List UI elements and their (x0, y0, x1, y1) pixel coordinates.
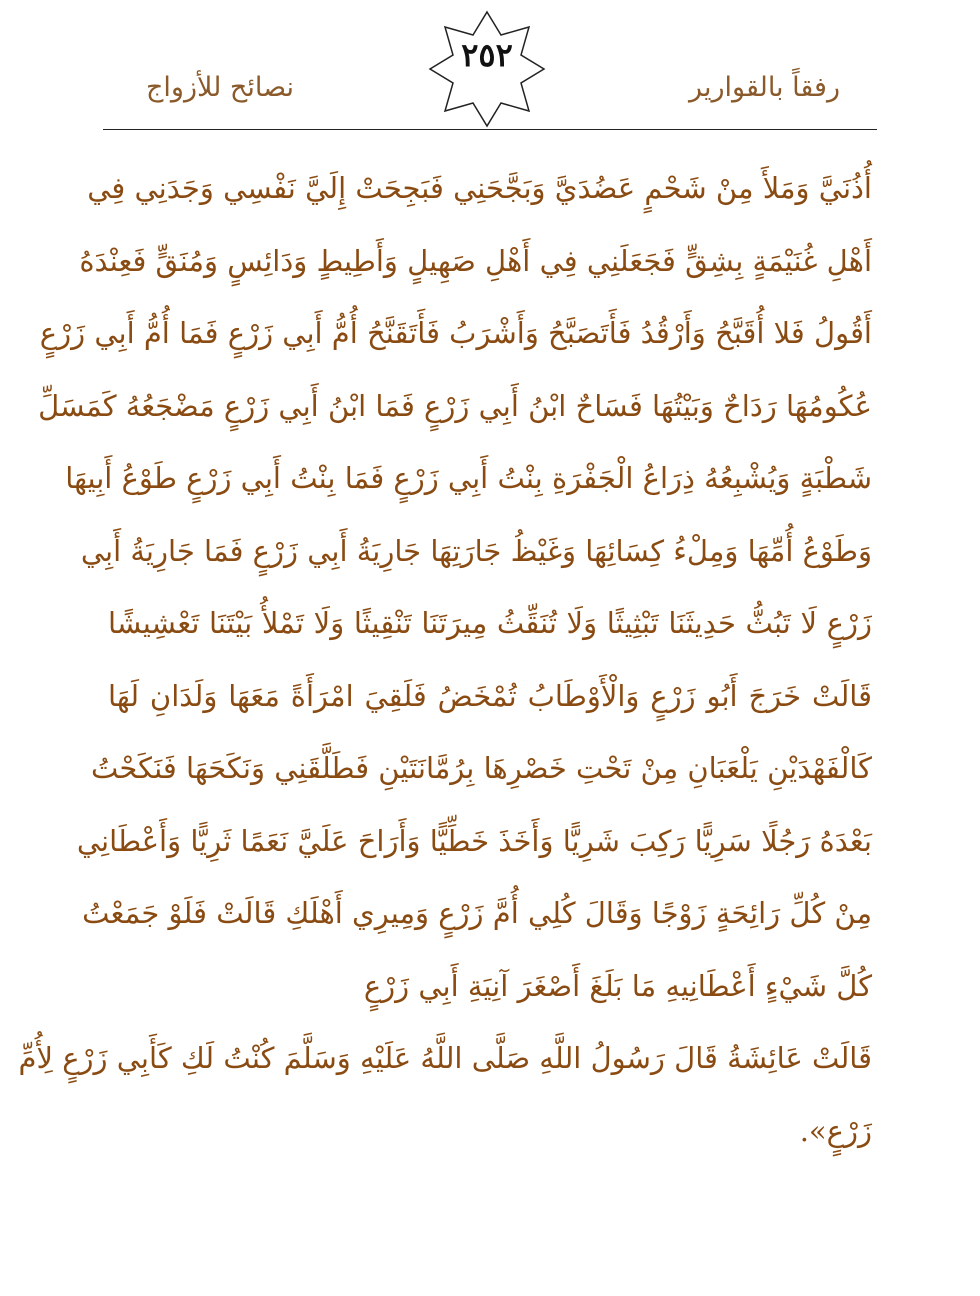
text-line-6: وَطَوْعُ أُمِّهَا وَمِلْءُ كِسَائِهَا وَغَيْظُ جَارَتِهَا جَارِيَةُ أَبِي زَرْعٍ فَمَا جَارِيَةُ أَبِي (80, 533, 872, 568)
text-line-2: أَهْلِ غُنَيْمَةٍ بِشِقٍّ فَجَعَلَنِي فِي أَهْلِ صَهِيلٍ وَأَطِيطٍ وَدَائِسٍ وَمُنَقٍّ فَعِنْدَهُ (79, 243, 872, 278)
text-line-10: بَعْدَهُ رَجُلًا سَرِيًّا رَكِبَ شَرِيًّا وَأَخَذَ خَطِّيًّا وَأَرَاحَ عَلَيَّ نَعَمًا ثَرِيًّا وَأَعْطَانِي (76, 823, 872, 858)
text-line-5: شَطْبَةٍ وَيُشْبِعُهُ ذِرَاعُ الْجَفْرَةِ بِنْتُ أَبِي زَرْعٍ فَمَا بِنْتُ أَبِي زَرْعٍ طَوْعُ أَبِيهَا (65, 461, 872, 495)
text-line-3: أَقُولُ فَلا أُقَبَّحُ وَأَرْقُدُ فَأَتَصَبَّحُ وَأَشْرَبُ فَأَتَقَنَّحُ أُمُّ أَبِي زَرْعٍ فَمَا أُمُّ أَبِي زَرْعٍ (39, 316, 872, 350)
page-body (18, 152, 872, 1167)
text-line-12: كُلَّ شَيْءٍ أَعْطَانِيهِ مَا بَلَغَ أَصْغَرَ آنِيَةِ أَبِي زَرْعٍ (363, 968, 872, 1003)
page-header (0, 0, 980, 140)
text-line-8: قَالَتْ خَرَجَ أَبُو زَرْعٍ وَالْأَوْطَابُ تُمْخَضُ فَلَقِيَ امْرَأَةً مَعَهَا وَلَدَانِ لَهَا (108, 678, 872, 713)
header-divider (103, 129, 877, 130)
book-title: رفقاً بالقوارير (689, 72, 840, 103)
text-line-1: أُذُنَيَّ وَمَلأَ مِنْ شَحْمٍ عَضُدَيَّ وَبَجَّحَنِي فَبَجِحَتْ إِلَيَّ نَفْسِي وَجَدَنِي فِي (87, 171, 872, 205)
text-line-11: مِنْ كُلِّ رَائِحَةٍ زَوْجًا وَقَالَ كُلِي أُمَّ زَرْعٍ وَمِيرِي أَهْلَكِ قَالَتْ فَلَوْ جَمَعْتُ (82, 896, 872, 930)
text-line-9: كَالْفَهْدَيْنِ يَلْعَبَانِ مِنْ تَحْتِ خَصْرِهَا بِرُمَّانَتَيْنِ فَطَلَّقَنِي وَنَكَحَهَا فَنَكَحْتُ (90, 751, 872, 785)
text-line-13: قَالَتْ عَائِشَةُ قَالَ رَسُولُ اللَّهِ صَلَّى اللَّهُ عَلَيْهِ وَسَلَّمَ كُنْتُ لَكِ كَأَبِي زَرْعٍ لِأُمِّ (18, 1041, 872, 1075)
text-line-14: زَرْعٍ». (799, 1113, 872, 1148)
chapter-title: نصائح للأزواج (146, 72, 295, 103)
text-line-7: زَرْعٍ لَا تَبُثُّ حَدِيثَنَا تَبْثِيثًا وَلَا تُنَقِّثُ مِيرَتَنَا تَنْقِيثًا وَلَا تَمْلأُ بَيْتَنَا تَعْشِيشًا (108, 606, 872, 640)
page-number: ٢٥٢ (461, 36, 513, 74)
text-line-4: عُكُومُهَا رَدَاحٌ وَبَيْتُهَا فَسَاحٌ ابْنُ أَبِي زَرْعٍ فَمَا ابْنُ أَبِي زَرْعٍ مَضْجَعُهُ كَمَسَلِّ (38, 388, 872, 423)
